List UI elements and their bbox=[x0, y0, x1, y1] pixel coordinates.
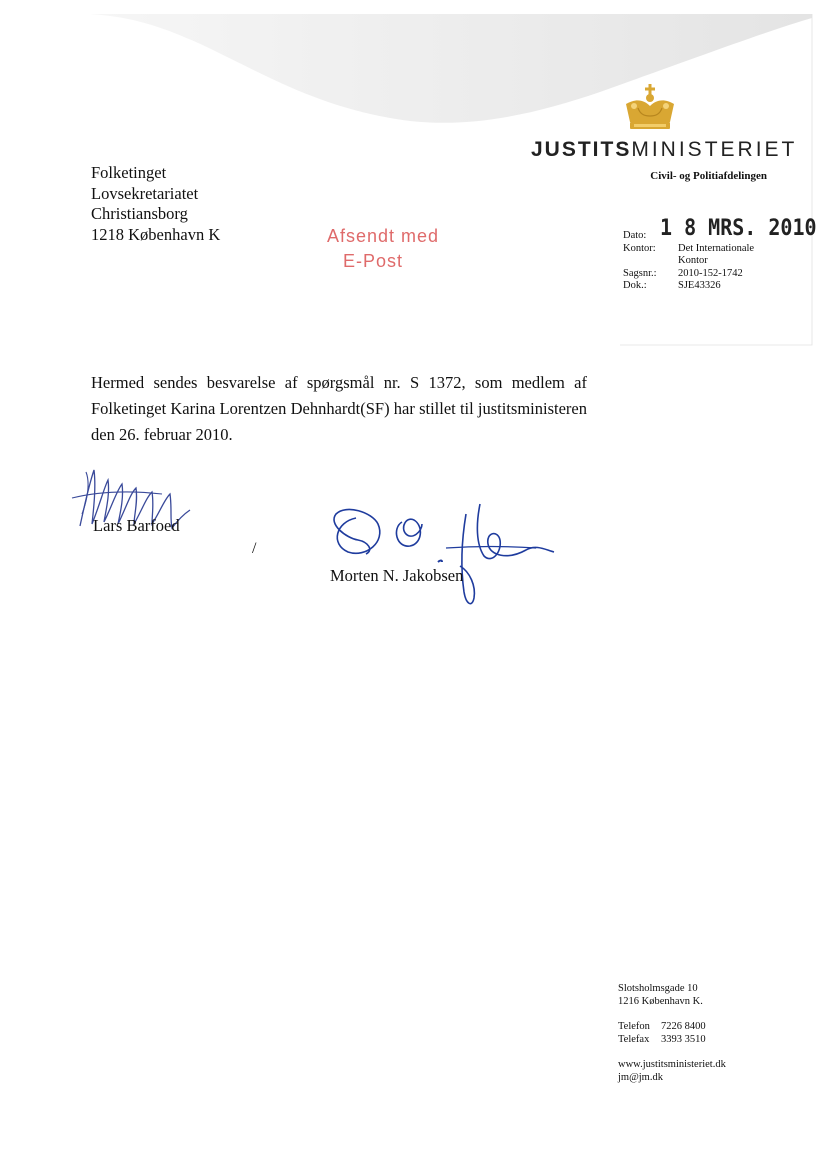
sent-stamp bbox=[317, 224, 449, 274]
phone-label: Telefon bbox=[618, 1021, 650, 1032]
website-link[interactable]: www.justitsministeriet.dk bbox=[618, 1059, 726, 1070]
dok-label: Dok.: bbox=[623, 280, 647, 291]
signatory-right: Morten N. Jakobsen bbox=[330, 566, 464, 585]
logo-bold-part: JUSTITS bbox=[531, 138, 632, 161]
crown-logo-icon bbox=[622, 84, 678, 134]
letter-body: Hermed sendes besvarelse af spørgsmål nr. S 1372, som medlem af Folketinget Karina Lorentzen Dehnhardt(SF) har stillet til justitsministeren den 26. februar 2010. bbox=[91, 373, 587, 444]
kontor-value: Det Internationale bbox=[678, 242, 755, 254]
recipient-line: 1218 København K bbox=[91, 224, 221, 244]
fax-number: 3393 3510 bbox=[661, 1034, 706, 1045]
stamp-line-1: Afsendt med bbox=[326, 226, 440, 246]
address-line: Slotsholmsgade 10 bbox=[618, 983, 698, 994]
date-stamp: 1 8 MRS. 2010 bbox=[660, 214, 817, 241]
separator: / bbox=[252, 540, 257, 557]
logo-light-part: MINISTERIET bbox=[631, 138, 798, 161]
stamp-line-2: E-Post bbox=[342, 251, 404, 271]
ministry-contact-footer bbox=[618, 982, 726, 1084]
recipient-line: Christiansborg bbox=[91, 204, 188, 223]
kontor-label: Kontor: bbox=[623, 242, 656, 254]
email-link[interactable]: jm@jm.dk bbox=[618, 1072, 663, 1083]
ministry-logo-text bbox=[531, 138, 797, 162]
address-line: 1216 København K. bbox=[618, 996, 703, 1007]
sagsnr-label: Sagsnr.: bbox=[623, 267, 657, 279]
signature-right-icon bbox=[326, 494, 556, 614]
case-metadata bbox=[623, 230, 778, 293]
recipient-line: Lovsekretariatet bbox=[91, 183, 199, 203]
fax-label: Telefax bbox=[618, 1034, 650, 1045]
recipient-line: Folketinget bbox=[91, 163, 167, 182]
recipient-address bbox=[91, 163, 220, 245]
dato-label: Dato: bbox=[623, 230, 647, 241]
department-name: Civil- og Politiafdelingen bbox=[650, 170, 767, 182]
signatory-left: Lars Barfoed bbox=[93, 516, 180, 535]
phone-number: 7226 8400 bbox=[661, 1021, 706, 1032]
sagsnr-value: 2010-152-1742 bbox=[678, 267, 743, 279]
kontor-value-cont: Kontor bbox=[678, 255, 708, 266]
dok-value: SJE43326 bbox=[678, 280, 721, 291]
